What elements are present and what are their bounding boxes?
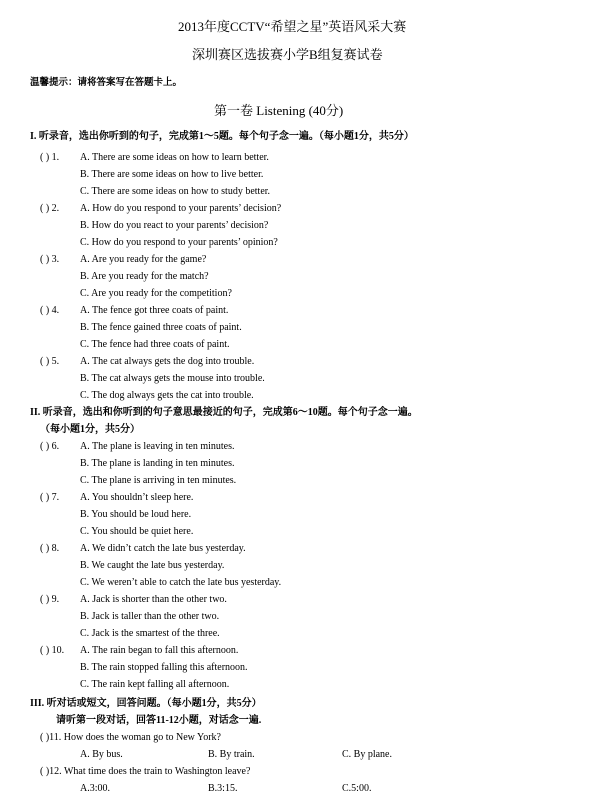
section-2-question-number: ( ) 9. (40, 594, 60, 605)
section-1-question-number: ( ) 4. (40, 305, 60, 316)
section-2-question-option-a: A. The rain began to fall this afternoon. (80, 645, 239, 656)
section-1-question-option-b: B. The cat always gets the mouse into trouble. (80, 373, 265, 384)
section-2-question-option-c: C. We weren’t able to catch the late bus yesterday. (80, 577, 282, 588)
section-1-heading: I. 听录音，选出你听到的句子，完成第1～5题。每个句子念一遍。（每小题1分，共5分） (30, 131, 414, 142)
section-2-question-option-a: A. We didn’t catch the late bus yesterday. (80, 543, 246, 554)
question-11-option-b: B. By train. (208, 749, 255, 760)
section-1-question-option-a: A. How do you respond to your parents’ decision? (80, 203, 282, 214)
question-12-option-a: A.3:00. (80, 783, 110, 794)
section-2-question-option-c: C. The rain kept falling all afternoon. (80, 679, 230, 690)
exam-title-line2: 深圳赛区选拔赛小学B组复赛试卷 (192, 47, 383, 62)
reminder-note: 温馨提示：请将答案写在答题卡上。 (30, 78, 183, 88)
section-1-question-number: ( ) 2. (40, 203, 60, 214)
section-2-question-option-c: C. The plane is arriving in ten minutes. (80, 475, 237, 486)
volume-heading: 第一卷 Listening (40分) (214, 103, 344, 118)
section-2-question-option-b: B. Jack is taller than the other two. (80, 611, 220, 622)
question-11-option-c: C. By plane. (342, 749, 392, 760)
section-2-question-option-b: B. We caught the late bus yesterday. (80, 560, 225, 571)
section-2-question-option-a: A. You shouldn’t sleep here. (80, 492, 194, 503)
section-2-question-option-a: A. The plane is leaving in ten minutes. (80, 441, 235, 452)
question-12-option-c: C.5:00. (342, 783, 372, 794)
section-1-question-option-c: C. How do you respond to your parents’ opinion? (80, 237, 278, 248)
section-2-question-option-c: C. Jack is the smartest of the three. (80, 628, 220, 639)
section-1-question-option-a: A. The fence got three coats of paint. (80, 305, 229, 316)
section-1-question-number: ( ) 3. (40, 254, 60, 265)
section-1-question-option-a: A. There are some ideas on how to learn better. (80, 152, 269, 163)
section-1-question-option-c: C. The dog always gets the cat into trouble. (80, 390, 254, 401)
question-11-option-a: A. By bus. (80, 749, 123, 760)
section-1-question-option-b: B. The fence gained three coats of paint. (80, 322, 242, 333)
question-11-stem: ( )11. How does the woman go to New York? (40, 732, 221, 743)
section-2-question-option-c: C. You should be quiet here. (80, 526, 194, 537)
section-2-subheading: （每小题1分，共5分） (40, 424, 140, 435)
section-1-question-number: ( ) 5. (40, 356, 60, 367)
section-1-question-option-b: B. There are some ideas on how to live better. (80, 169, 264, 180)
section-2-question-option-b: B. You should be loud here. (80, 509, 192, 520)
section-2-question-option-b: B. The plane is landing in ten minutes. (80, 458, 235, 469)
section-2-question-number: ( ) 6. (40, 441, 60, 452)
section-2-question-number: ( ) 7. (40, 492, 60, 503)
section-2-question-number: ( ) 10. (40, 645, 65, 656)
question-12-option-b: B.3:15. (208, 783, 238, 794)
section-1-question-option-a: A. Are you ready for the game? (80, 254, 207, 265)
section-2-question-option-b: B. The rain stopped falling this afternoon. (80, 662, 248, 673)
section-2-heading: II. 听录音，选出和你听到的句子意思最接近的句子，完成第6～10题。每个句子念一遍。 (30, 407, 418, 418)
section-1-question-number: ( ) 1. (40, 152, 60, 163)
section-1-question-option-c: C. The fence had three coats of paint. (80, 339, 230, 350)
question-12-stem: ( )12. What time does the train to Washington leave? (40, 766, 251, 777)
section-3-heading: III. 听对话或短文，回答问题。（每小题1分，共5分） (30, 698, 262, 709)
section-2-question-number: ( ) 8. (40, 543, 60, 554)
section-2-question-option-a: A. Jack is shorter than the other two. (80, 594, 227, 605)
section-1-question-option-c: C. Are you ready for the competition? (80, 288, 232, 299)
exam-title-line1: 2013年度CCTV“希望之星”英语风采大赛 (178, 19, 407, 34)
section-1-question-option-c: C. There are some ideas on how to study better. (80, 186, 271, 197)
section-3-intro: 请听第一段对话，回答11-12小题，对话念一遍. (56, 715, 262, 726)
section-1-question-option-b: B. Are you ready for the match? (80, 271, 209, 282)
section-1-question-option-a: A. The cat always gets the dog into trouble. (80, 356, 255, 367)
section-1-question-option-b: B. How do you react to your parents’ decision? (80, 220, 269, 231)
